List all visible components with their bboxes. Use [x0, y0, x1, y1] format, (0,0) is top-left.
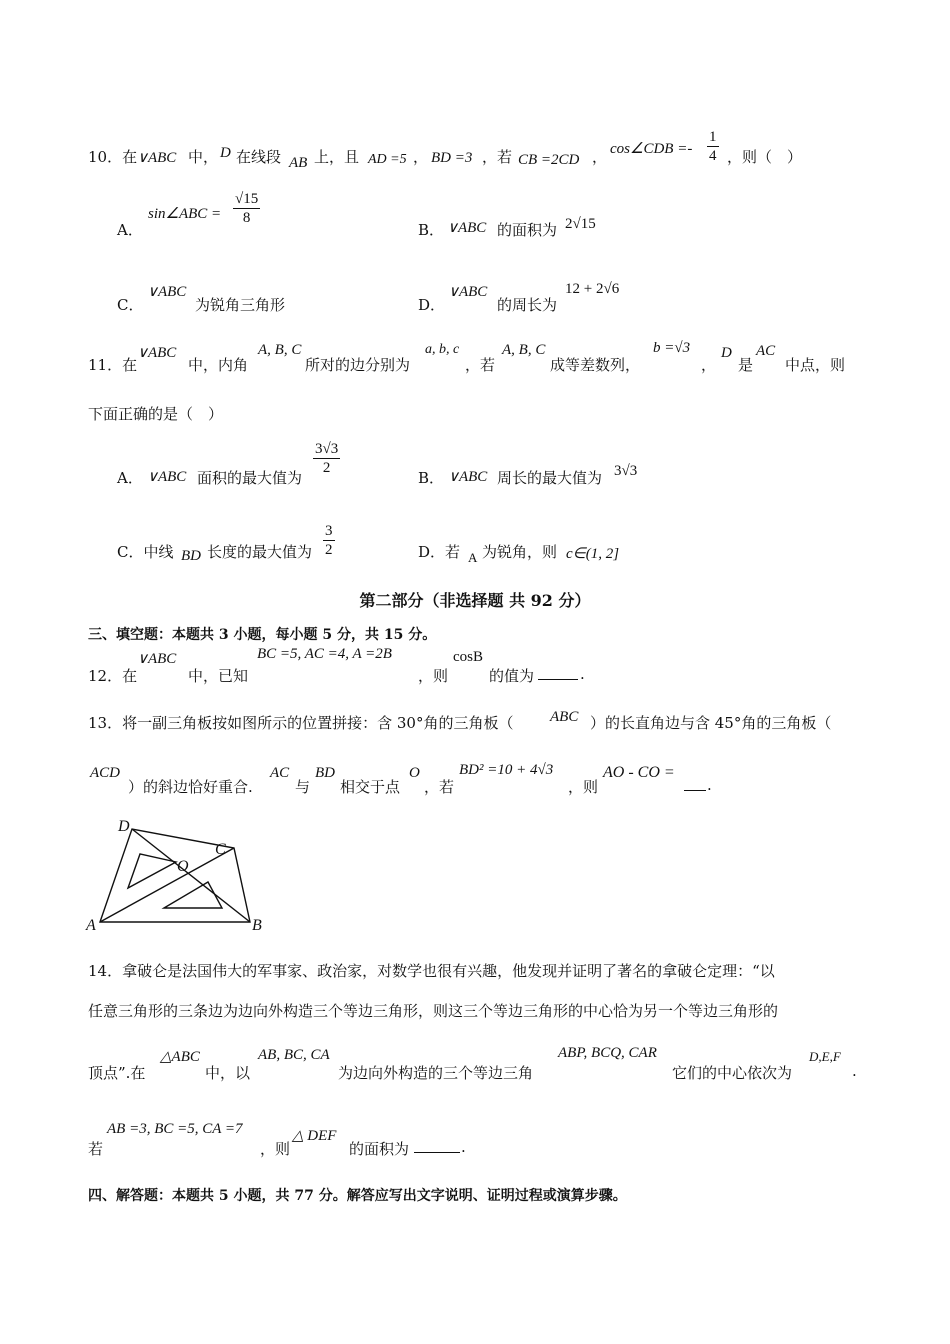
q14-text: 为边向外构造的三个等边三角 — [338, 1064, 534, 1082]
q14-def: △ DEF — [292, 1128, 337, 1144]
q11-option-a-fraction: $\frac{3√3}{2}$ — [315, 441, 339, 476]
q11-option-d-label: D．若 — [418, 543, 461, 561]
q13-text: ，若 — [424, 778, 455, 796]
q13-answer-blank — [684, 776, 706, 791]
q14-text: 的面积为 — [349, 1140, 410, 1158]
q13-label-c: C — [215, 841, 226, 858]
q12-condition: BC =5, AC =4, A =2B — [257, 646, 392, 662]
q14-sides: AB, BC, CA — [258, 1047, 330, 1063]
q10-option-a-label: A． — [117, 221, 143, 239]
q11-angles: A, B, C — [502, 342, 546, 358]
q12-text: 中，已知 — [188, 667, 249, 685]
q10-option-a-expr: sin∠ABC = — [148, 206, 222, 222]
q11-option-b-triangle: ∨ABC — [448, 469, 488, 485]
q11-point-d: D — [721, 345, 732, 361]
q11-segment: AC — [756, 343, 776, 359]
q10-option-b-label: B． — [418, 221, 445, 239]
q11-text: 中，内角 — [188, 356, 249, 374]
q13-bd: BD — [315, 765, 335, 781]
q14-text: 若 — [88, 1140, 104, 1158]
q10-option-b-value: 2√15 — [565, 216, 596, 232]
q10-condition: CB =2CD — [518, 152, 580, 168]
q13-text: 与 — [295, 778, 311, 796]
q11-line2: 下面正确的是（ ） — [88, 405, 224, 423]
q13-expression: AO - CO = — [603, 764, 675, 781]
q11-triangle: ∨ABC — [137, 345, 177, 361]
q14-text: ，则 — [260, 1140, 291, 1158]
q13-text: 相交于点 — [340, 778, 401, 796]
q10-option-d-triangle: ∨ABC — [448, 284, 488, 300]
q10-text: 在线段 — [236, 148, 282, 166]
q10-option-a-fraction: $\frac{√15}{8}$ — [235, 191, 259, 226]
q10-number: 10．在 — [88, 148, 138, 166]
q12-answer-blank — [538, 665, 578, 680]
q11-sides: a, b, c — [425, 342, 460, 357]
q14-text: 中，以 — [205, 1064, 251, 1082]
q10-segment: AB — [289, 155, 308, 171]
q10-tail: ，则（ ） — [727, 148, 803, 166]
q11-option-d-angle: A — [468, 550, 478, 565]
q13-diagonal-ac — [100, 848, 234, 922]
q11-option-b-label: B． — [418, 469, 445, 487]
q13-label-d: D — [118, 818, 130, 835]
q10-sep: ， — [592, 148, 608, 166]
q10-option-c-text: 为锐角三角形 — [195, 296, 286, 314]
q11-option-a-triangle: ∨ABC — [147, 469, 187, 485]
q10-triangle: ∨ABC — [137, 150, 177, 166]
q10-point-d: D — [220, 145, 231, 161]
q10-text: 上，且 — [314, 148, 360, 166]
q13-text: ）的斜边恰好重合. — [128, 778, 253, 796]
q11-text: 成等差数列， — [550, 356, 641, 374]
q14-answer-blank — [414, 1138, 460, 1153]
q11-option-a-label: A． — [117, 469, 143, 487]
q13-o: O — [409, 765, 420, 781]
q10-cos-condition: cos∠CDB =- — [610, 141, 693, 157]
section3-heading: 三、填空题：本题共 3 小题，每小题 5 分，共 15 分。 — [88, 627, 437, 643]
q11-option-c-label: C．中线 — [117, 543, 174, 561]
q13-ac: AC — [270, 765, 290, 781]
q11-text: 所对的边分别为 — [305, 356, 411, 374]
q12-cosb: cosB — [453, 649, 483, 665]
q10-condition: BD =3 — [431, 150, 473, 166]
q14-triangle: △ABC — [160, 1049, 200, 1065]
q11-text: 中点，则 — [785, 356, 846, 374]
q13-text: 13．将一副三角板按如图所示的位置拼接：含 30°角的三角板（ — [88, 714, 514, 732]
q11-option-d-text: 为锐角，则 — [482, 543, 558, 561]
q10-option-c-triangle: ∨ABC — [147, 284, 187, 300]
q14-centers: D,E,F — [809, 1049, 841, 1064]
q13-condition: BD² =10 + 4√3 — [459, 762, 554, 778]
q10-fraction: $\frac{1}{4}$ — [709, 129, 717, 164]
q11-option-c-fraction: $\frac{3}{2}$ — [325, 523, 333, 558]
q13-label-o: O — [177, 858, 189, 875]
q13-text: ）的长直角边与含 45°角的三角板（ — [590, 714, 832, 732]
q13-label-b: B — [252, 917, 262, 934]
q10-option-b-triangle: ∨ABC — [447, 220, 487, 236]
section4-heading: 四、解答题：本题共 5 小题，共 77 分。解答应写出文字说明、证明过程或演算步骤。 — [88, 1188, 627, 1204]
q14-triangles: ABP, BCQ, CAR — [558, 1045, 657, 1061]
q11-text: 是 — [738, 356, 754, 374]
q11-option-a-text: 面积的最大值为 — [197, 469, 303, 487]
q10-option-b-text: 的面积为 — [497, 221, 558, 239]
q13-acd: ACD — [90, 765, 120, 781]
q12-triangle: ∨ABC — [137, 651, 177, 667]
q11-b-value: b =√3 — [653, 340, 691, 356]
part2-title: 第二部分（非选择题 共 92 分） — [359, 591, 591, 610]
q14-condition: AB =3, BC =5, CA =7 — [107, 1121, 243, 1137]
q11-text: ，若 — [465, 356, 496, 374]
q14-end: . — [461, 1138, 466, 1156]
q11-option-b-text: 周长的最大值为 — [497, 469, 603, 487]
q10-sep: ， — [413, 148, 429, 166]
q11-option-c-text: 长度的最大值为 — [207, 543, 313, 561]
q12-text: ，则 — [418, 667, 449, 685]
q10-text: ，若 — [482, 148, 513, 166]
q12-number: 12．在 — [88, 667, 138, 685]
q11-sep: ， — [701, 356, 717, 374]
q12-end: . — [580, 665, 585, 683]
q13-end: . — [707, 776, 712, 794]
q10-option-c-label: C． — [117, 296, 144, 314]
q11-option-c-segment: BD — [181, 548, 201, 564]
q10-option-d-label: D． — [418, 296, 446, 314]
q10-condition: AD =5 — [368, 152, 407, 167]
q10-option-d-text: 的周长为 — [497, 296, 558, 314]
q10-text: 中， — [188, 148, 219, 166]
q11-number: 11．在 — [88, 356, 138, 374]
q13-inner-triangle-left — [128, 854, 176, 888]
q14-line2: 任意三角形的三条边为边向外构造三个等边三角形，则这三个等边三角形的中心恰为另一个等边三角形的 — [88, 1002, 779, 1020]
q14-text: . — [852, 1062, 857, 1080]
q11-option-d-value: c∈(1, 2] — [566, 546, 620, 562]
q13-figure — [80, 812, 280, 937]
q12-text: 的值为 — [489, 667, 535, 685]
q13-abc: ABC — [550, 709, 579, 725]
q13-inner-triangle-right — [164, 882, 222, 908]
q14-text: 它们的中心依次为 — [672, 1064, 793, 1082]
q14-text: 顶点”.在 — [88, 1064, 146, 1082]
q11-angles: A, B, C — [258, 342, 302, 358]
q11-option-b-value: 3√3 — [614, 463, 638, 479]
q13-label-a: A — [86, 917, 96, 934]
q10-option-d-value: 12 + 2√6 — [565, 281, 620, 297]
q14-line1: 14．拿破仑是法国伟大的军事家、政治家，对数学也很有兴趣，他发现并证明了著名的拿破仑定理：“以 — [88, 962, 775, 980]
q13-text: ，则 — [568, 778, 599, 796]
